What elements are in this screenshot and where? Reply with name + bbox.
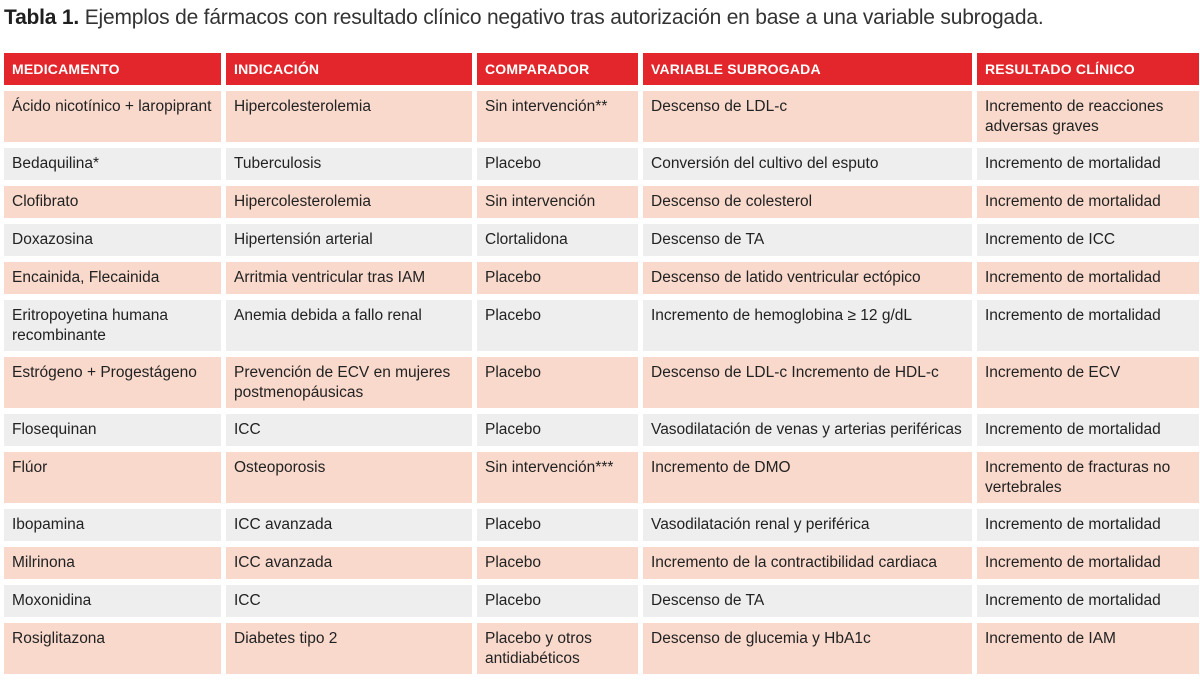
- cell-medicamento: Encainida, Flecainida: [4, 262, 221, 294]
- table-row: [4, 547, 1199, 579]
- cell-indicacion: ICC: [226, 414, 472, 446]
- table-row: [4, 623, 1199, 674]
- table-row: [4, 148, 1199, 180]
- table-row: [4, 414, 1199, 446]
- cell-variable-subrogada: Descenso de TA: [643, 224, 972, 256]
- cell-variable-subrogada: Vasodilatación renal y periférica: [643, 509, 972, 541]
- header-indicacion: INDICACIÓN: [226, 53, 472, 85]
- table-row: [4, 357, 1199, 408]
- table-row: [4, 585, 1199, 617]
- cell-medicamento: Doxazosina: [4, 224, 221, 256]
- cell-comparador: Sin intervención: [477, 186, 638, 218]
- cell-indicacion: ICC avanzada: [226, 547, 472, 579]
- table-row: [4, 186, 1199, 218]
- cell-variable-subrogada: Incremento de la contractibilidad cardiaca: [643, 547, 972, 579]
- cell-variable-subrogada: Vasodilatación de venas y arterias periféricas: [643, 414, 972, 446]
- header-comparador: COMPARADOR: [477, 53, 638, 85]
- caption-label: Tabla 1.: [4, 6, 80, 29]
- cell-resultado-clinico: Incremento de fracturas no vertebrales: [977, 452, 1199, 503]
- cell-resultado-clinico: Incremento de reacciones adversas graves: [977, 91, 1199, 142]
- cell-indicacion: Hipercolesterolemia: [226, 91, 472, 142]
- cell-comparador: Placebo: [477, 509, 638, 541]
- cell-variable-subrogada: Incremento de DMO: [643, 452, 972, 503]
- cell-variable-subrogada: Conversión del cultivo del esputo: [643, 148, 972, 180]
- cell-comparador: Placebo: [477, 262, 638, 294]
- cell-medicamento: Milrinona: [4, 547, 221, 579]
- cell-variable-subrogada: Descenso de latido ventricular ectópico: [643, 262, 972, 294]
- table-caption: [4, 4, 1044, 36]
- cell-resultado-clinico: Incremento de mortalidad: [977, 262, 1199, 294]
- cell-medicamento: Ibopamina: [4, 509, 221, 541]
- cell-indicacion: Prevención de ECV en mujeres postmenopáusicas: [226, 357, 472, 408]
- header-resultado-clinico: RESULTADO CLÍNICO: [977, 53, 1199, 85]
- cell-indicacion: Hipercolesterolemia: [226, 186, 472, 218]
- cell-variable-subrogada: Descenso de TA: [643, 585, 972, 617]
- header-variable-subrogada: VARIABLE SUBROGADA: [643, 53, 972, 85]
- cell-variable-subrogada: Descenso de colesterol: [643, 186, 972, 218]
- cell-resultado-clinico: Incremento de ICC: [977, 224, 1199, 256]
- cell-medicamento: Estrógeno + Progestágeno: [4, 357, 221, 408]
- cell-comparador: Sin intervención**: [477, 91, 638, 142]
- cell-medicamento: Bedaquilina*: [4, 148, 221, 180]
- cell-comparador: Sin intervención***: [477, 452, 638, 503]
- cell-variable-subrogada: Descenso de LDL-c Incremento de HDL-c: [643, 357, 972, 408]
- cell-resultado-clinico: Incremento de ECV: [977, 357, 1199, 408]
- table-row: [4, 262, 1199, 294]
- cell-resultado-clinico: Incremento de mortalidad: [977, 148, 1199, 180]
- cell-resultado-clinico: Incremento de mortalidad: [977, 300, 1199, 351]
- table-row: [4, 452, 1199, 503]
- cell-medicamento: Ácido nicotínico + laropiprant: [4, 91, 221, 142]
- cell-indicacion: Osteoporosis: [226, 452, 472, 503]
- cell-medicamento: Flúor: [4, 452, 221, 503]
- table-row: [4, 91, 1199, 142]
- cell-indicacion: Arritmia ventricular tras IAM: [226, 262, 472, 294]
- cell-indicacion: Diabetes tipo 2: [226, 623, 472, 674]
- caption-text: Ejemplos de fármacos con resultado clínico negativo tras autorización en base a una variable subrogada.: [84, 6, 1044, 29]
- cell-resultado-clinico: Incremento de mortalidad: [977, 186, 1199, 218]
- cell-variable-subrogada: Descenso de glucemia y HbA1c: [643, 623, 972, 674]
- cell-indicacion: Hipertensión arterial: [226, 224, 472, 256]
- cell-resultado-clinico: Incremento de mortalidad: [977, 414, 1199, 446]
- cell-medicamento: Clofibrato: [4, 186, 221, 218]
- table-row: [4, 509, 1199, 541]
- cell-variable-subrogada: Incremento de hemoglobina ≥ 12 g/dL: [643, 300, 972, 351]
- cell-resultado-clinico: Incremento de IAM: [977, 623, 1199, 674]
- cell-medicamento: Flosequinan: [4, 414, 221, 446]
- cell-comparador: Placebo: [477, 414, 638, 446]
- cell-comparador: Placebo: [477, 357, 638, 408]
- cell-resultado-clinico: Incremento de mortalidad: [977, 509, 1199, 541]
- cell-indicacion: ICC: [226, 585, 472, 617]
- cell-comparador: Placebo y otros antidiabéticos: [477, 623, 638, 674]
- cell-comparador: Placebo: [477, 300, 638, 351]
- cell-comparador: Clortalidona: [477, 224, 638, 256]
- drug-table: [0, 47, 1200, 680]
- cell-resultado-clinico: Incremento de mortalidad: [977, 585, 1199, 617]
- cell-comparador: Placebo: [477, 148, 638, 180]
- cell-indicacion: ICC avanzada: [226, 509, 472, 541]
- cell-medicamento: Rosiglitazona: [4, 623, 221, 674]
- table-header-row: [4, 53, 1199, 85]
- cell-comparador: Placebo: [477, 585, 638, 617]
- cell-comparador: Placebo: [477, 547, 638, 579]
- cell-indicacion: Anemia debida a fallo renal: [226, 300, 472, 351]
- header-medicamento: MEDICAMENTO: [4, 53, 221, 85]
- cell-medicamento: Moxonidina: [4, 585, 221, 617]
- cell-indicacion: Tuberculosis: [226, 148, 472, 180]
- table-row: [4, 224, 1199, 256]
- cell-medicamento: Eritropoyetina humana recombinante: [4, 300, 221, 351]
- cell-resultado-clinico: Incremento de mortalidad: [977, 547, 1199, 579]
- cell-variable-subrogada: Descenso de LDL-c: [643, 91, 972, 142]
- table-row: [4, 300, 1199, 351]
